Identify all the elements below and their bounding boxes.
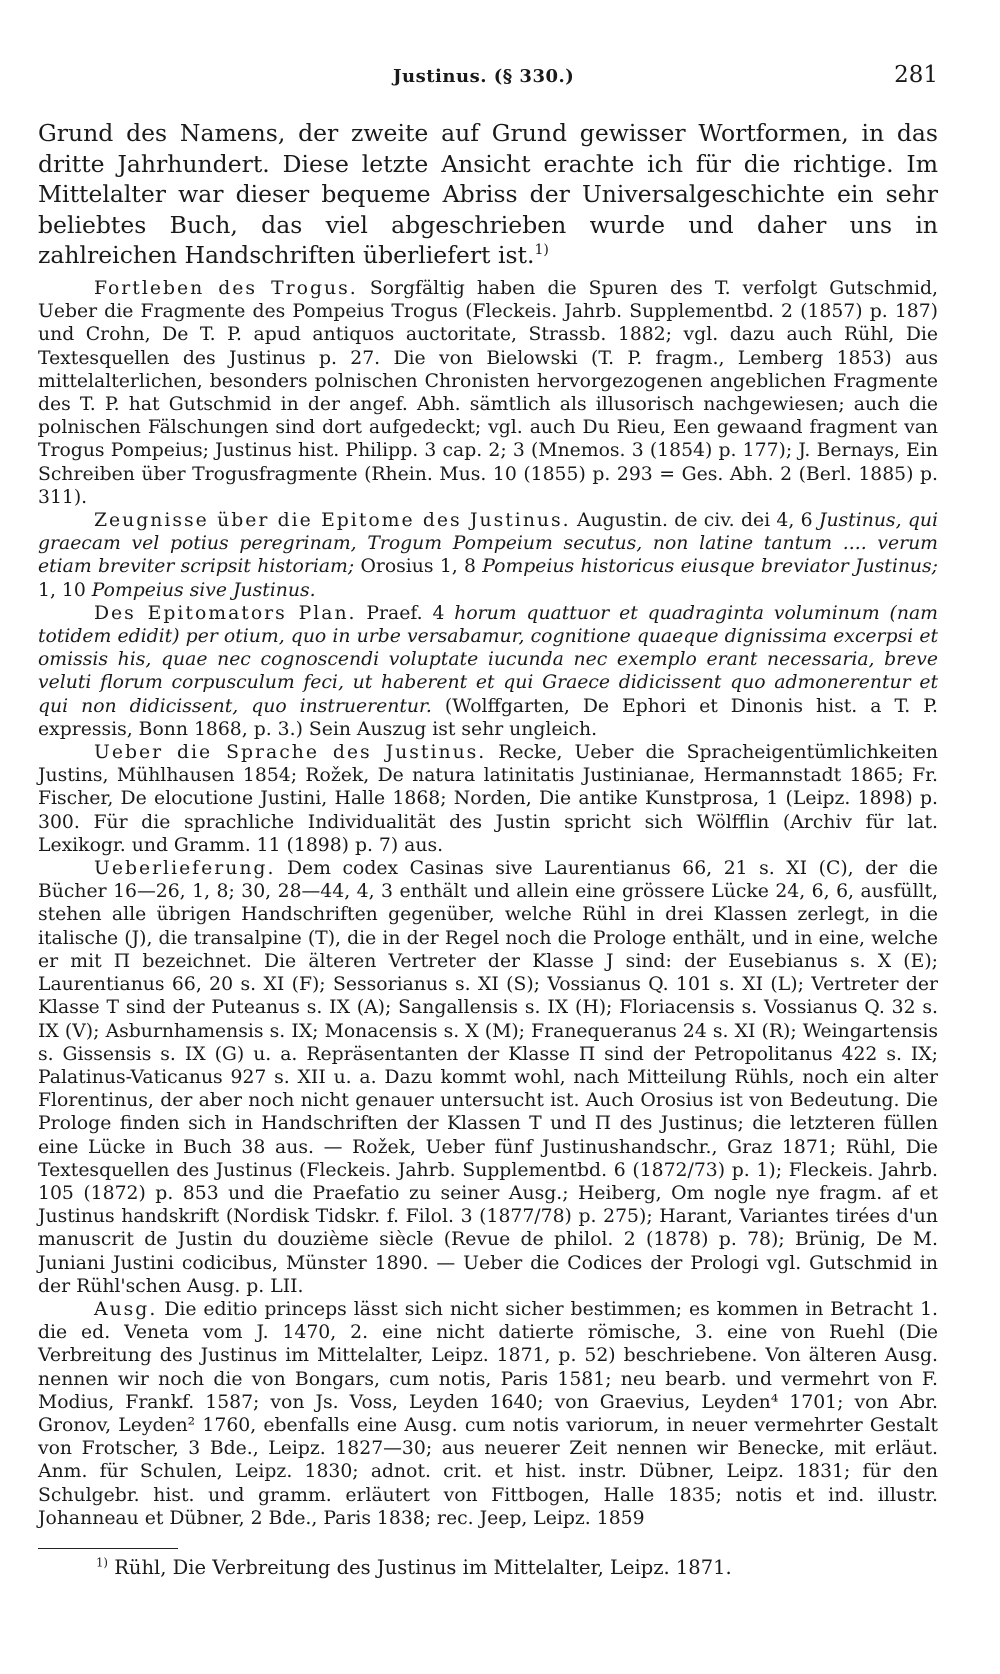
footnote-text: Rühl, Die Verbreitung des Justinus im Mittelalter, Leipz. 1871.: [114, 1556, 732, 1579]
section-plan: [38, 602, 938, 741]
section-text: Recke, Ueber die Spracheigentümlichkeiten Justins, Mühlhausen 1854; Rožek, De natura latinitatis Justinianae, Hermannstadt 1865; Fr. Fischer, De elocutione Justini, Halle 1868; Norden, Die antike Kunstprosa, 1 (Leipz. 1898) p. 300. Für die sprachliche Individualität des Justin spricht sich Wölfflin (Archiv für lat. Lexikogr. und Gramm. 11 (1898) p. 7) aus.: [38, 742, 938, 856]
footnote-marker: 1): [96, 1555, 108, 1570]
section-text: (Wolffgarten, De Ephori et Dinonis hist. a T. P. expressis, Bonn 1868, p. 3.) Sein Auszug ist sehr ungleich.: [38, 695, 938, 740]
section-text: Sorgfältig haben die Spuren des T. verfolgt Gutschmid, Ueber die Fragmente des Pompeius Trogus (Fleckeis. Jahrb. Supplementbd. 2 (1857) p. 187) und Crohn, De T. P. apud antiquos auctoritate, Strassb. 1882; vgl. dazu auch Rühl, Die Textesquellen des Justinus p. 27. Die von Bielowski (T. P. fragm., Lemberg 1853) aus mittelalterlichen, besonders polnischen Chronisten hervorgezogenen angeblichen Fragmente des T. P. hat Gutschmid in der angef. Abh. sämtlich als illusorisch nachgewiesen; auch die polnischen Fälschungen sind dort aufgedeckt; vgl. auch Du Rieu, Een gewaand fragment van Trogus Pompeius; Justinus hist. Philipp. 3 cap. 2; 3 (Mnemos. 3 (1854) p. 177); J. Bernays, Ein Schreiben über Trogusfragmente (Rhein. Mus. 10 (1855) p. 293 = Ges. Abh. 2 (Berl. 1885) p. 311).: [38, 278, 938, 508]
section-heading: Des Epitomators Plan.: [94, 602, 357, 624]
section-zeugnisse: [38, 509, 938, 602]
section-sprache: [38, 741, 938, 857]
footnote-reference: 1): [534, 242, 549, 259]
intro-paragraph: [38, 118, 938, 271]
section-text: Orosius 1, 8: [360, 556, 476, 578]
section-text: 1, 10: [38, 579, 86, 601]
page-number: 281: [894, 62, 938, 88]
section-text: Dem codex Casinas sive Laurentianus 66, 21 s. XI (C), der die Bücher 16—26, 1, 8; 30, 28—44, 4, 3 enthält und allein eine grössere Lücke 24, 6, 6, ausfüllt, stehen alle übrigen Handschriften gegenüber, welche Rühl in drei Klassen zerlegt, in die italische (J), die transalpine (T), die in der Regel noch die Prologe enthält, und in eine, welche er mit Π bezeichnet. Die älteren Vertreter der Klasse J sind: der Eusebianus s. X (E); Laurentianus 66, 20 s. XI (F); Sessorianus s. XI (S); Vossianus Q. 101 s. XI (L); Vertreter der Klasse T sind der Puteanus s. IX (A); Sangallensis s. IX (H); Floriacensis s. Vossianus Q. 32 s. IX (V); Asburnhamensis s. IX; Monacensis s. X (M); Franequeranus 24 s. XI (R); Weingartensis s. Gissensis s. IX (G) u. a. Repräsentanten der Klasse Π sind der Petropolitanus 422 s. IX; Palatinus-Vaticanus 927 s. XII u. a. Dazu kommt wohl, nach Mitteilung Rühls, noch ein alter Florentinus, der aber noch nicht genauer untersucht ist. Auch Orosius ist von Bedeutung. Die Prologe finden sich in Handschriften der Klassen T und Π des Justinus; die letzteren füllen eine Lücke in Buch 38 aus. — Rožek, Ueber fünf Justinushandschr., Graz 1871; Rühl, Die Textesquellen des Justinus (Fleckeis. Jahrb. Supplementbd. 6 (1872/73) p. 1); Fleckeis. Jahrb. 105 (1872) p. 853 und die Praefatio zu seiner Ausg.; Heiberg, Om nogle nye fragm. af et Justinus handskrift (Nordisk Tidskr. f. Filol. 3 (1877/78) p. 275); Harant, Variantes tirées d'un manuscrit de Justin du douzième siècle (Revue de philol. 2 (1878) p. 78); Brünig, De M. Juniani Justini codicibus, Münster 1890. — Ueber die Codices der Prologi vgl. Gutschmid in der Rühl'schen Ausg. p. LII.: [38, 858, 938, 1297]
latin-quote: horum quattuor et quadraginta voluminum (nam totidem edidit) per otium, quo in urbe versabamur, cognitione quaeque dignissima excerpsi et omissis his, quae nec cognoscendi voluptate iucunda nec exemplo erant necessaria, breve veluti florum corpusculum feci, ut haberent et qui Graece didicissent quo admonerentur et qui non didicissent, quo instruerentur.: [38, 602, 938, 717]
section-text: Praef. 4: [366, 602, 445, 624]
notes-body: [38, 277, 938, 1530]
section-text: Augustin. de civ. dei 4, 6: [576, 510, 813, 532]
section-ausg: [38, 1298, 938, 1530]
latin-quote: Pompeius sive Justinus.: [91, 579, 316, 601]
running-title: Justinus. (§ 330.): [393, 66, 575, 87]
page-header: [38, 62, 938, 98]
section-heading: Zeugnisse über die Epitome des Justinus.: [94, 510, 571, 532]
latin-quote: Pompeius historicus eiusque breviator Justinus;: [482, 556, 938, 578]
section-heading: Fortleben des Trogus.: [94, 278, 358, 299]
section-ueberlieferung: [38, 857, 938, 1298]
footnote: [96, 1556, 916, 1580]
section-heading: Ausg.: [94, 1298, 158, 1320]
latin-quote: Justinus, qui graecam vel potius peregrinam, Trogum Pompeium secutus, non latine tantum .... verum etiam breviter scripsit historiam;: [38, 510, 938, 578]
section-fortleben: [38, 277, 938, 509]
intro-text: Grund des Namens, der zweite auf Grund gewisser Wortformen, in das dritte Jahrhundert. Diese letzte Ansicht erachte ich für die richtige. Im Mittelalter war dieser bequeme Abriss der Universalgeschichte ein sehr beliebtes Buch, das viel abgeschrieben wurde und daher uns in zahlreichen Handschriften überliefert ist.: [38, 119, 938, 269]
section-heading: Ueber die Sprache des Justinus.: [94, 742, 487, 764]
section-text: Die editio princeps lässt sich nicht sicher bestimmen; es kommen in Betracht 1. die ed. Veneta vom J. 1470, 2. eine nicht datierte römische, 3. eine von Ruehl (Die Verbreitung des Justinus im Mittelalter, Leipz. 1871, p. 52) beschriebene. Von älteren Ausg. nennen wir noch die von Bongars, cum notis, Paris 1581; neu bearb. und vermehrt von F. Modius, Frankf. 1587; von Js. Voss, Leyden 1640; von Graevius, Leyden⁴ 1701; von Abr. Gronov, Leyden² 1760, ebenfalls eine Ausg. cum notis variorum, in neuer vermehrter Gestalt von Frotscher, 3 Bde., Leipz. 1827—30; aus neuerer Zeit nennen wir Benecke, mit erläut. Anm. für Schulen, Leipz. 1830; adnot. crit. et hist. instr. Dübner, Leipz. 1831; für den Schulgebr. hist. und gramm. erläutert von Fittbogen, Halle 1835; notis et ind. illustr. Johanneau et Dübner, 2 Bde., Paris 1838; rec. Jeep, Leipz. 1859: [38, 1298, 938, 1529]
footnote-rule: [38, 1548, 178, 1549]
section-heading: Ueberlieferung.: [94, 858, 276, 880]
